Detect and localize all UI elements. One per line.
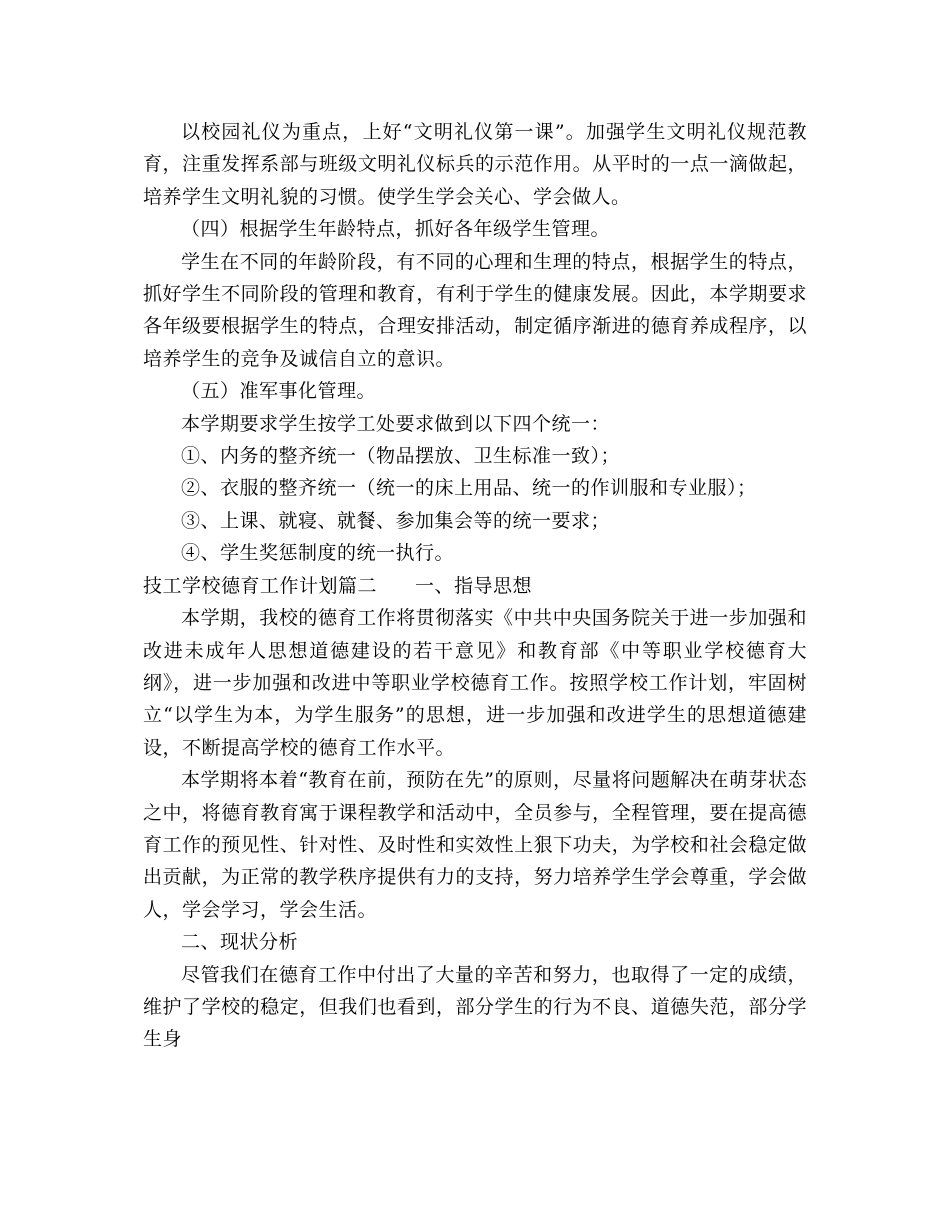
heading-status-analysis: 二、现状分析 (181, 931, 299, 954)
list-item-2: ②、衣服的整齐统一（统一的床上用品、统一的作训服和专业服）； (181, 477, 757, 500)
section-title: 技工学校德育工作计划篇二 (143, 574, 378, 597)
paragraph-etiquette: 以校园礼仪为重点，上好“文明礼仪第一课”。加强学生文明礼仪规范教育，注重发挥系部与班级文明礼仪标兵的示范作用。从平时的一点一滴做起，培养学生文明礼貌的习惯。使学生学会关心、学会做人。 (143, 121, 807, 208)
document-body (143, 116, 807, 1056)
list-item-4: ④、学生奖惩制度的统一执行。 (181, 542, 455, 565)
paragraph-status-analysis: 尽管我们在德育工作中付出了大量的辛苦和努力，也取得了一定的成绩，维护了学校的稳定，但我们也看到，部分学生的行为不良、道德失范，部分学生身 (143, 963, 807, 1051)
heading-military-management: （五）准军事化管理。 (181, 380, 377, 403)
list-item-3: ③、上课、就寝、就餐、参加集会等的统一要求； (181, 509, 611, 532)
section-heading (143, 570, 807, 602)
paragraph-guiding-thought: 本学期，我校的德育工作将贯彻落实《中共中央国务院关于进一步加强和改进未成年人思想道德建设的若干意见》和教育部《中等职业学校德育大纲》，进一步加强和改进中等职业学校德育工作。按照学校工作计划，牢固树立“以学生为本，为学生服务”的思想，进一步加强和改进学生的思想道德建设，不断提高学校的德育工作水平。 (143, 607, 807, 759)
paragraph-age-stages: 学生在不同的年龄阶段，有不同的心理和生理的特点，根据学生的特点，抓好学生不同阶段的管理和教育，有利于学生的健康发展。因此，本学期要求各年级要根据学生的特点，合理安排活动，制定循序渐进的德育养成程序，以培养学生的竞争及诚信自立的意识。 (143, 250, 807, 370)
section-subtitle: 一、指导思想 (415, 574, 533, 597)
list-item-1: ①、内务的整齐统一（物品摆放、卫生标准一致）； (181, 445, 621, 468)
heading-age-management: （四）根据学生年龄特点，抓好各年级学生管理。 (181, 218, 611, 241)
paragraph-four-unifications: 本学期要求学生按学工处要求做到以下四个统一： (181, 412, 611, 435)
paragraph-prevention-principle: 本学期将本着“教育在前，预防在先”的原则，尽量将问题解决在萌芽状态之中，将德育教育寓于课程教学和活动中，全员参与，全程管理，要在提高德育工作的预见性、针对性、及时性和实效性上狠下功夫，为学校和社会稳定做出贡献，为正常的教学秩序提供有力的支持，努力培养学生学会尊重，学会做人，学会学习，学会生活。 (143, 769, 807, 921)
